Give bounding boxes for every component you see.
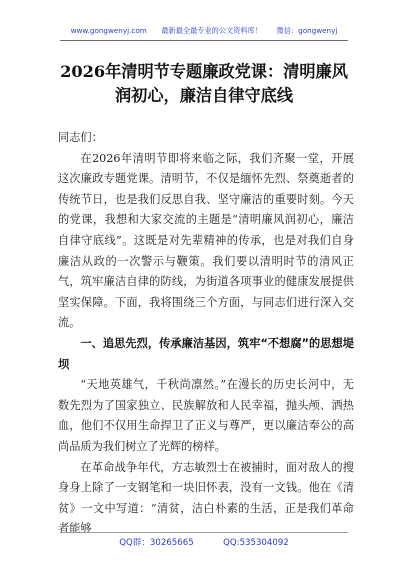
footer-divider xyxy=(60,532,348,533)
header-slogan: 最新最全最专业的公文资料库！ xyxy=(161,26,262,35)
document-title xyxy=(44,60,364,108)
header-divider xyxy=(60,40,348,41)
section-1-paragraph-2: 在革命战争年代，方志敏烈士在被捕时，面对敌人的搜身身上除了一支钢笔和一块旧怀表，没有一文钱。他在《清贫》一文中写道：“清贫，洁白朴素的生活，正是我们革命者能够 xyxy=(58,460,354,536)
salutation: 同志们： xyxy=(58,131,103,144)
intro-paragraph: 在2026年清明节即将来临之际，我们齐聚一堂，开展这次廉政专题党课。清明节，不仅是缅怀先烈、祭奠逝者的传统节日，也是我们反思自我、坚守廉洁的重要时刻。今天的党课，我想和大家交流的主题是“清明廉风润初心，廉洁自律守底线”。这既是对先辈精神的传承，也是对我们自身廉洁从政的一次警示与鞭策。我们要以清明时节的清风正气，筑牢廉洁自律的防线，为街道各项事业的健康发展提供坚实保障。下面，我将围绕三个方面，与同志们进行深入交流。 xyxy=(58,151,354,330)
footer-qq-group: QQ群：30265665 xyxy=(119,538,194,548)
section-1-heading: 一、追思先烈，传承廉洁基因，筑牢“不想腐”的思想堤坝 xyxy=(58,336,354,371)
section-1-paragraph-1: “天地英雄气，千秋尚凛然。”在漫长的历史长河中，无数先烈为了国家独立、民族解放和人民幸福，抛头颅、洒热血，他们不仅用生命捍卫了正义与尊严，更以廉洁奉公的高尚品质为我们树立了光辉的榜样。 xyxy=(58,378,354,453)
title-line-2: 润初心，廉洁自律守底线 xyxy=(114,86,294,105)
header-wechat: 微信：gongwenyj xyxy=(276,26,338,35)
document-body xyxy=(58,128,354,540)
title-line-1: 2026年清明节专题廉政党课：清明廉风 xyxy=(60,62,348,81)
page-header xyxy=(0,26,408,36)
footer-qq-contact: QQ:535304092 xyxy=(223,538,289,548)
header-site-link[interactable]: www.gongwenyj.com xyxy=(70,26,147,35)
page-footer xyxy=(0,537,408,549)
